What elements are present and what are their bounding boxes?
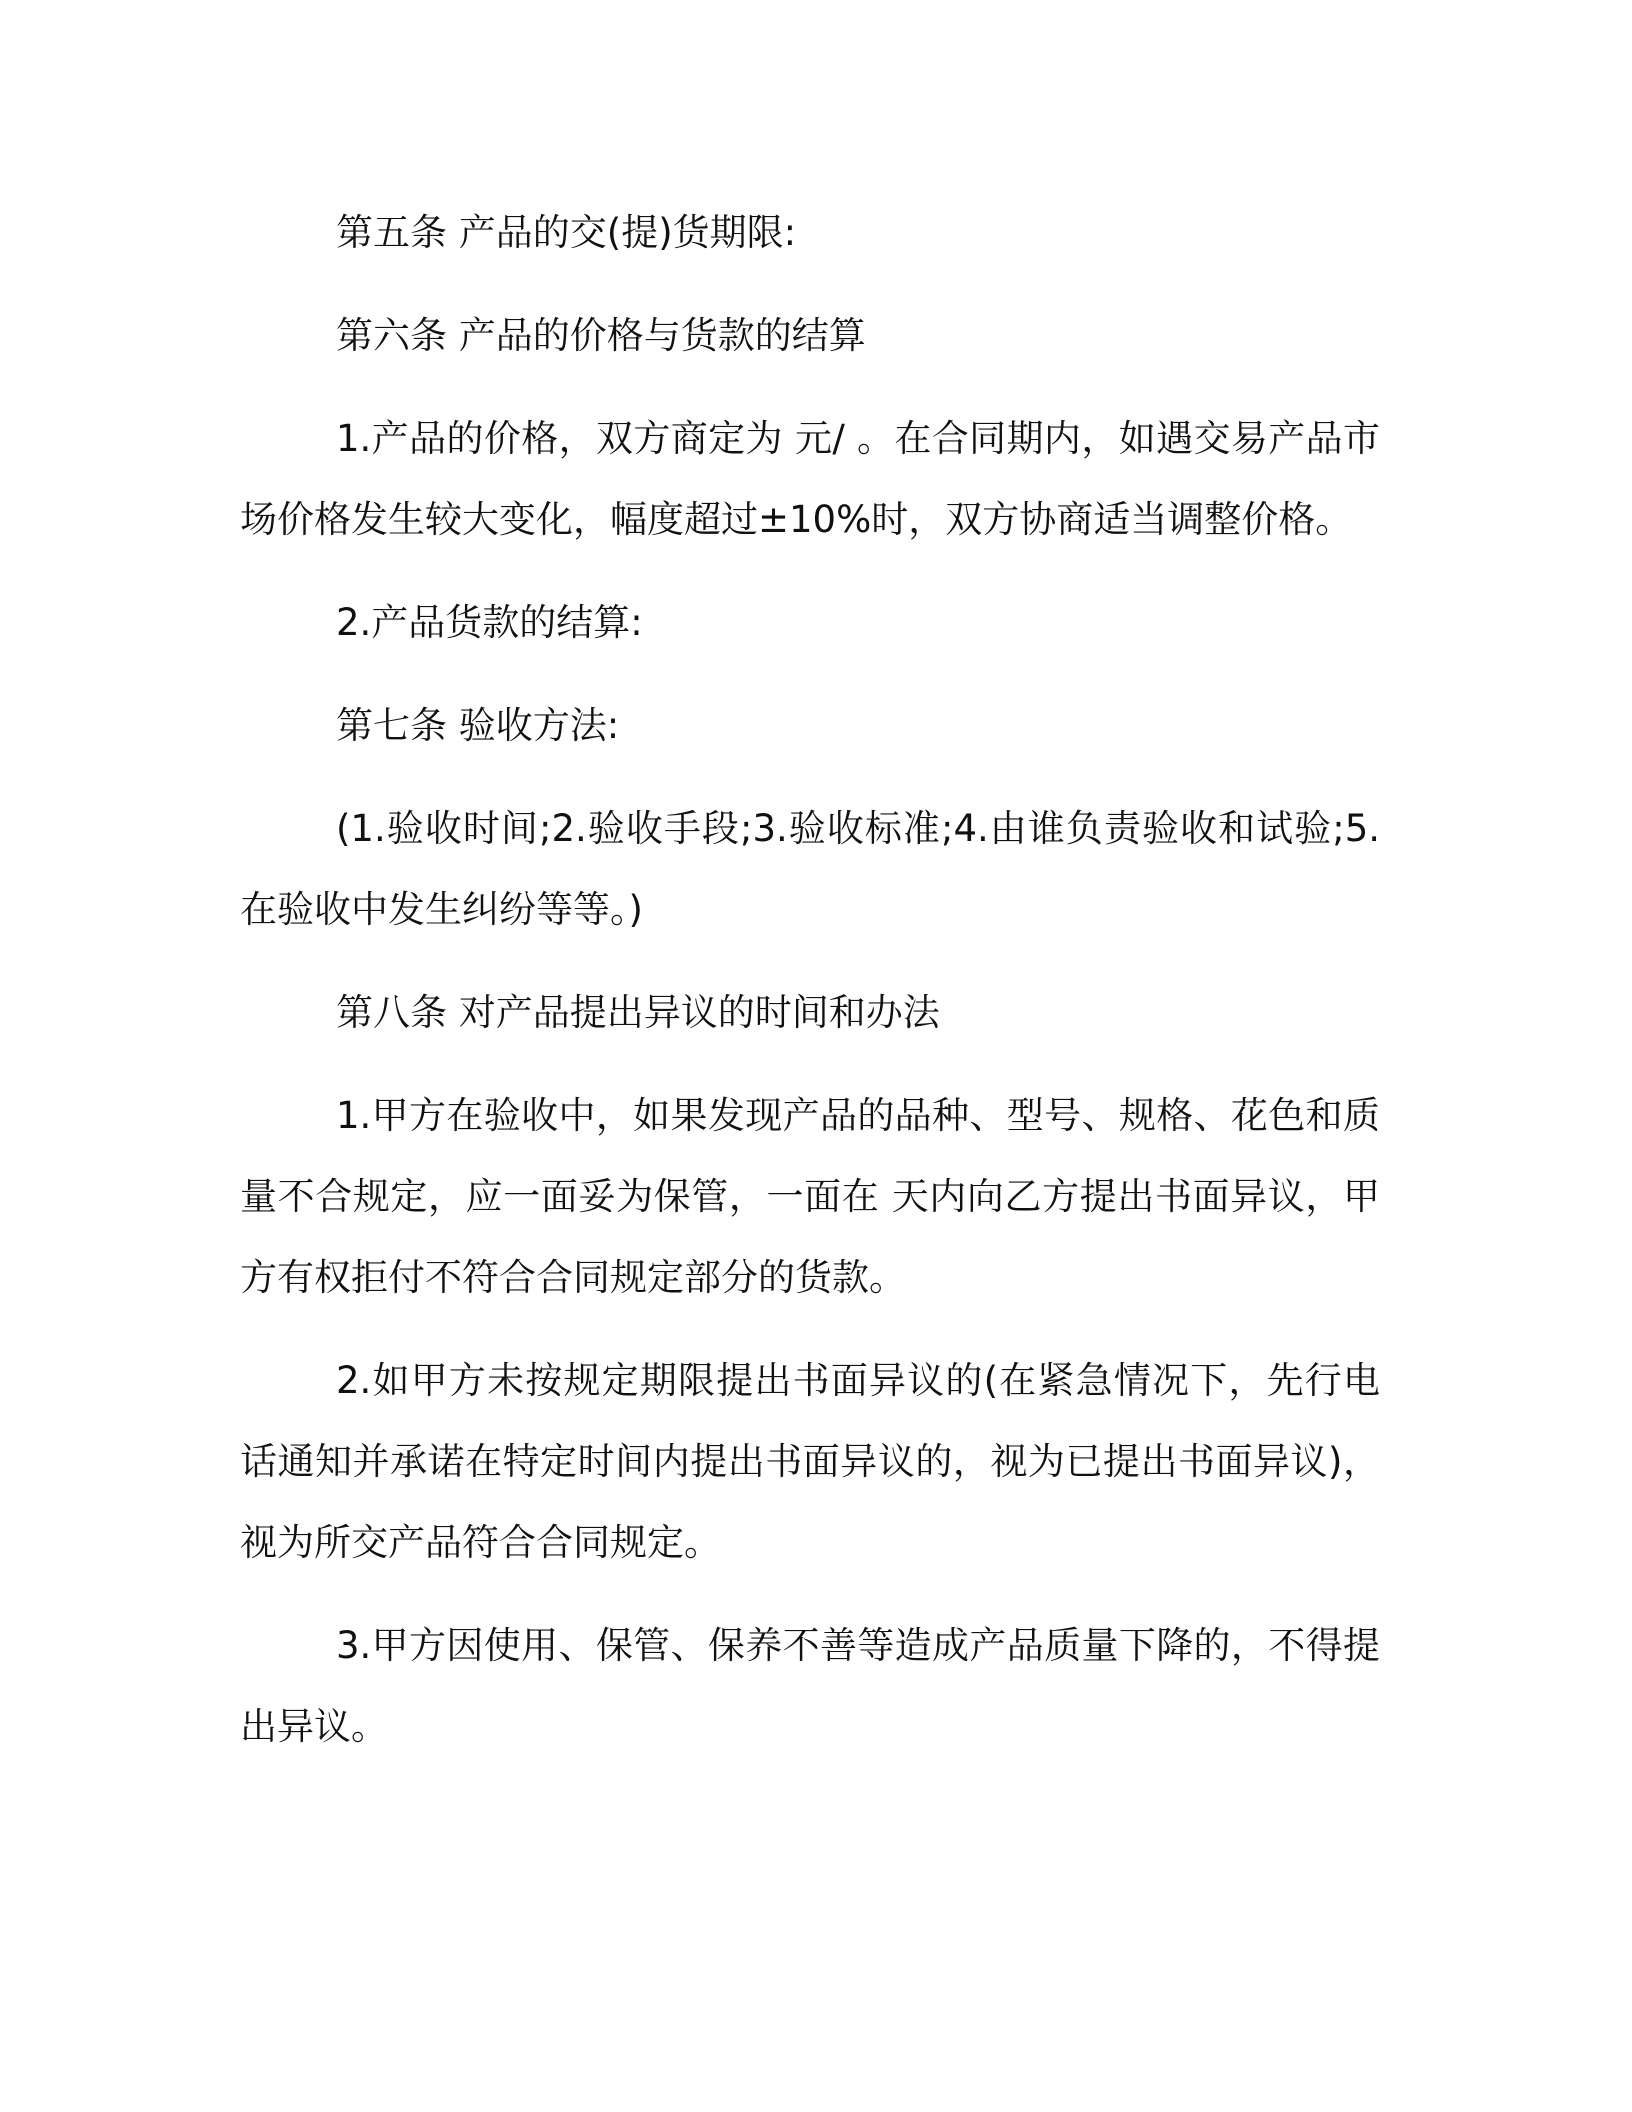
clause-6-item-1: 1.产品的价格，双方商定为 元/ 。在合同期内，如遇交易产品市场价格发生较大变化，幅度超过±10%时，双方协商适当调整价格。 (240, 417, 1380, 541)
clause-8-item-3: 3.甲方因使用、保管、保养不善等造成产品质量下降的，不得提出异议。 (240, 1624, 1380, 1748)
clause-8-heading: 第八条 对产品提出异议的时间和办法 (336, 991, 940, 1034)
clause-6-heading: 第六条 产品的价格与货款的结算 (336, 314, 866, 357)
document-body (240, 192, 1380, 1789)
clause-8-item-1: 1.甲方在验收中，如果发现产品的品种、型号、规格、花色和质量不合规定，应一面妥为保管，一面在 天内向乙方提出书面异议，甲方有权拒付不符合合同规定部分的货款。 (240, 1094, 1380, 1299)
clause-6-item-2: 2.产品货款的结算: (336, 601, 643, 644)
clause-8-item-2: 2.如甲方未按规定期限提出书面异议的(在紧急情况下，先行电话通知并承诺在特定时间内提出书面异议的，视为已提出书面异议)，视为所交产品符合合同规定。 (240, 1359, 1380, 1564)
clause-7-note: (1.验收时间;2.验收手段;3.验收标准;4.由谁负责验收和试验;5.在验收中发生纠纷等等。) (240, 807, 1380, 931)
clause-5-heading: 第五条 产品的交(提)货期限: (336, 211, 797, 254)
clause-7-heading: 第七条 验收方法: (336, 704, 620, 747)
